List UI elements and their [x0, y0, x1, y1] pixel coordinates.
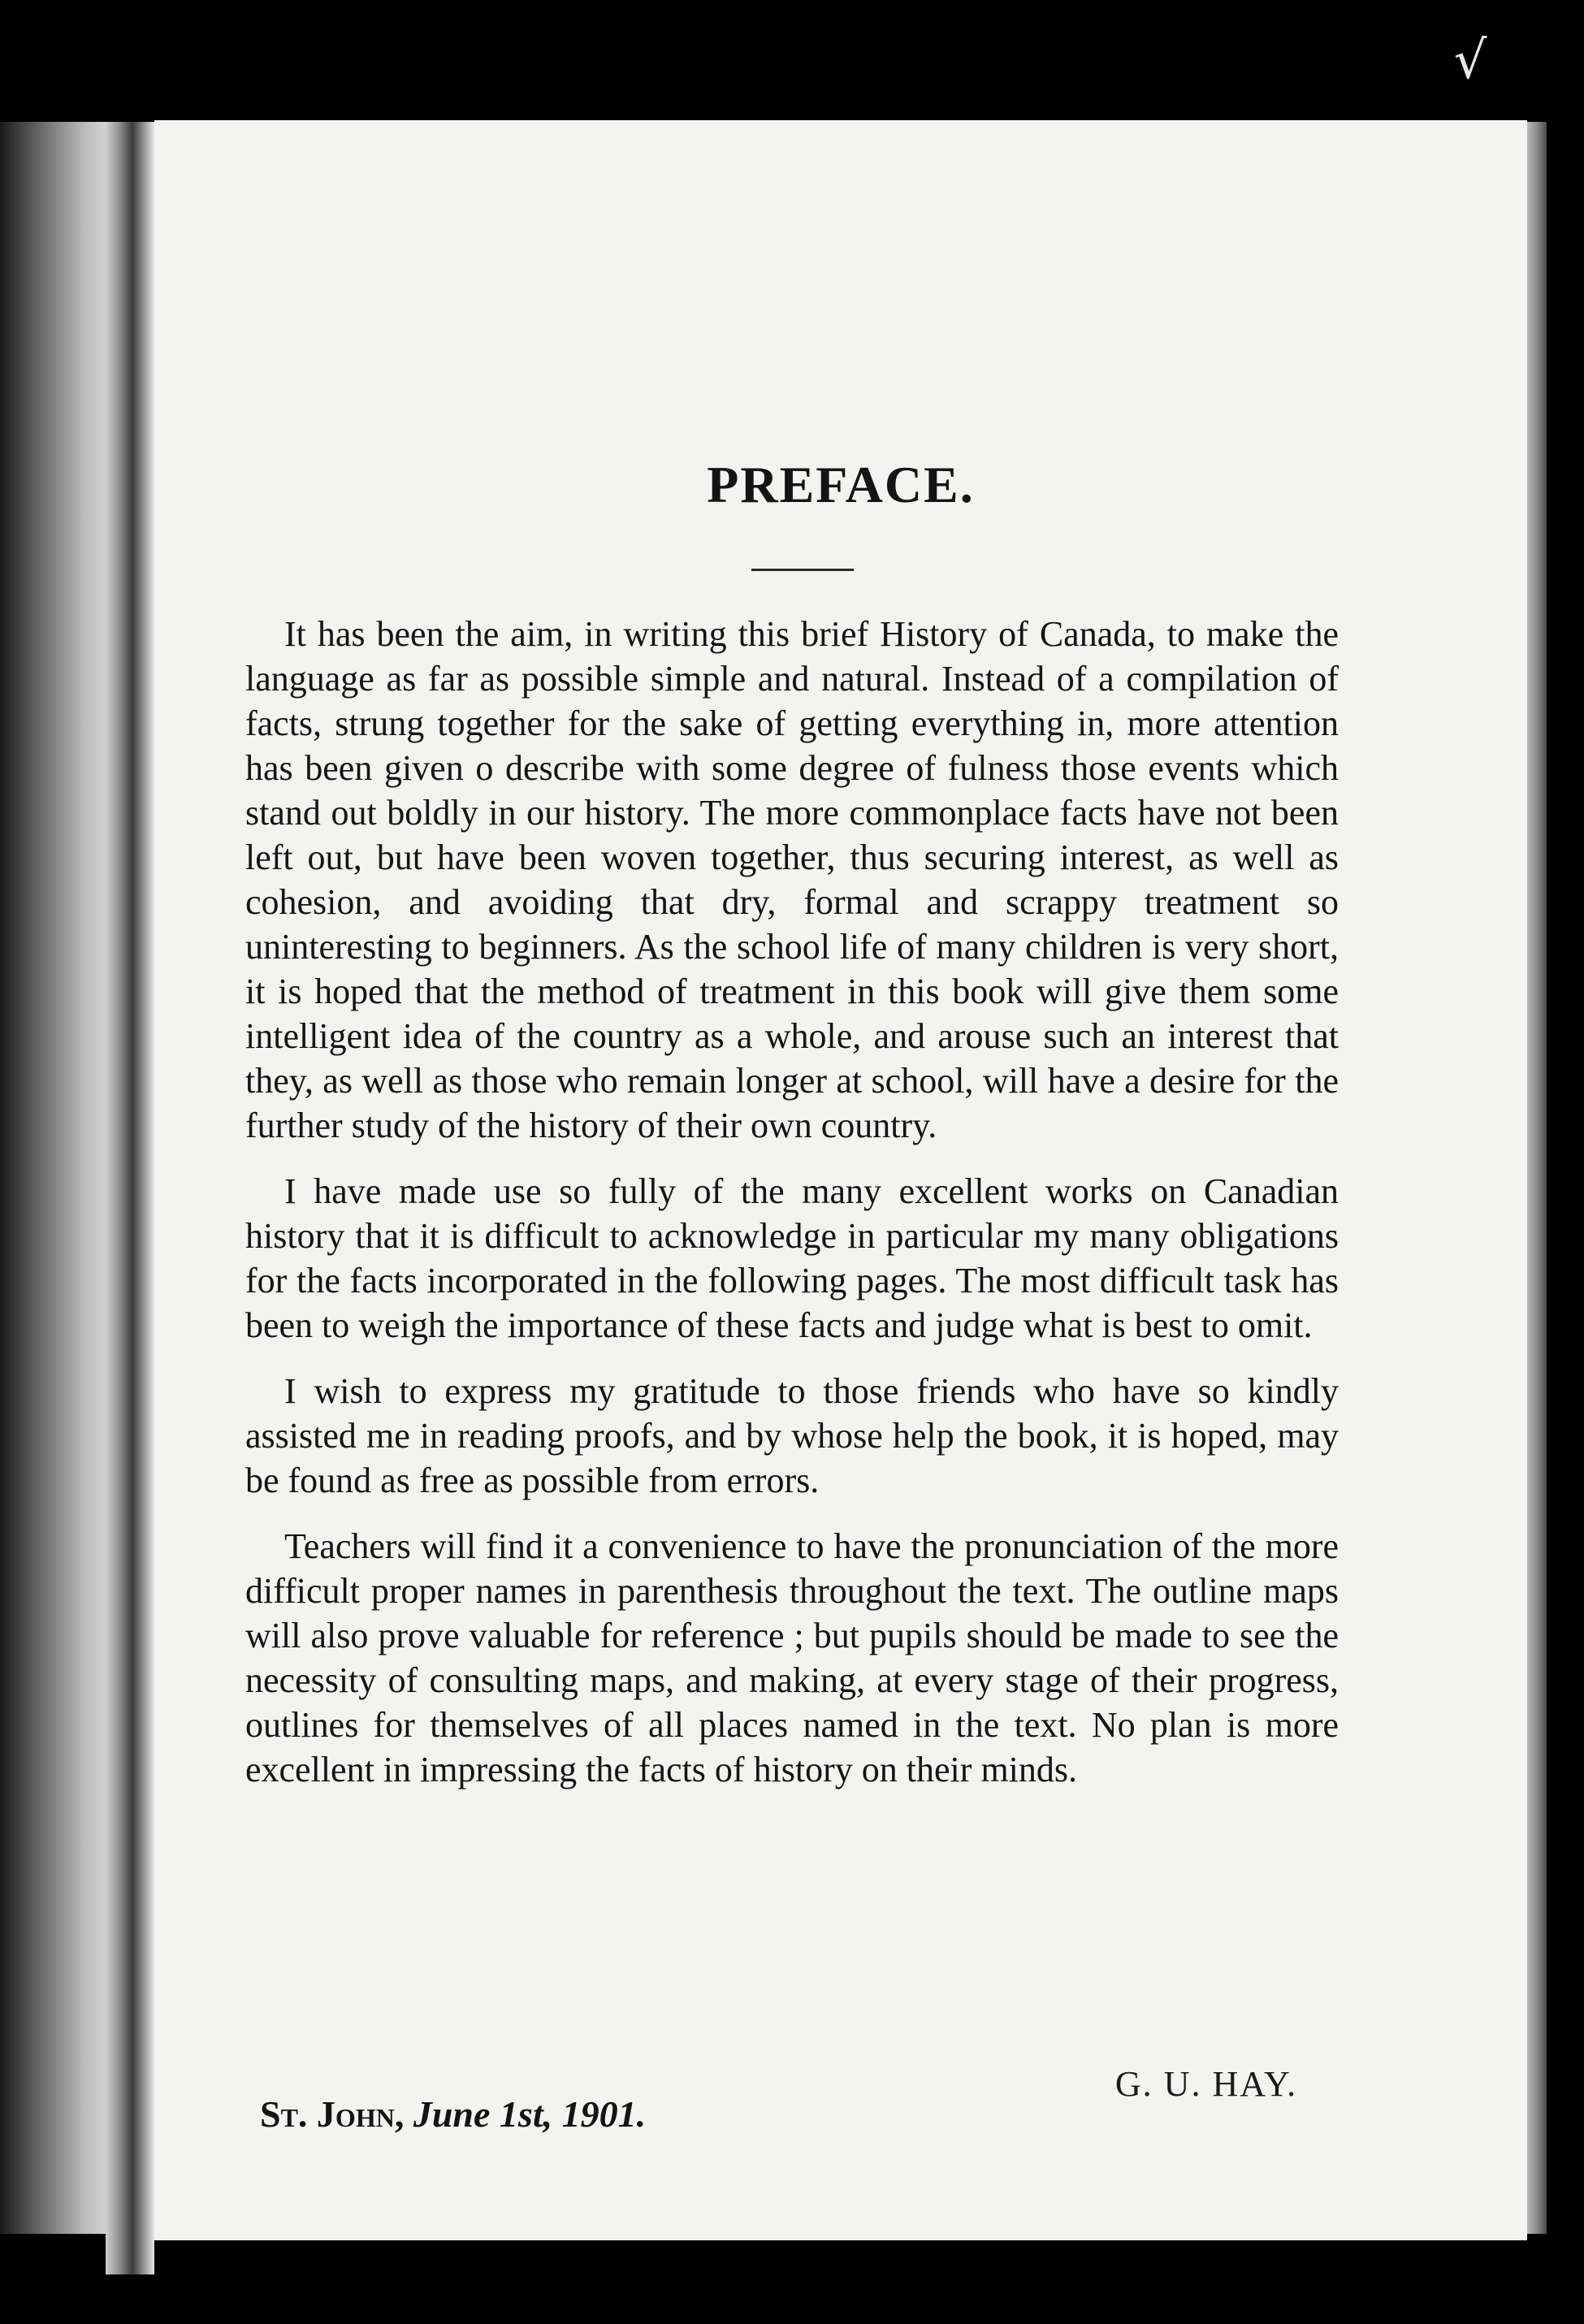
paragraph-sources: I have made use so fully of the many excellent works on Canadian history that it is difficult to acknowledge in particular my many obligations for the facts incorporated in the following pages. The most difficult task has been to weigh the importance of these facts and judge what is best to omit. — [245, 1171, 1339, 1345]
preface-page — [154, 120, 1527, 2240]
paragraph-teachers: Teachers will find it a convenience to have the pronunciation of the more difficult proper names in parenthesis throughout the text. The outline maps will also prove valuable for reference ; but pupils should be made to see the necessity of consulting maps, and making, at every stage of their progress, outlines for themselves of all places named in the text. No plan is more excellent in impressing the facts of history on their minds. — [245, 1526, 1339, 1790]
page-title: PREFACE. — [707, 456, 975, 513]
left-page-edge — [0, 122, 122, 2234]
book-gutter — [106, 122, 154, 2274]
preface-body — [245, 612, 1339, 1813]
dateline-date: June 1st, 1901. — [413, 2093, 647, 2135]
checkmark-icon: √ — [1453, 31, 1487, 91]
author-signature: G. U. HAY. — [1114, 2064, 1298, 2104]
dateline-place: St. John, — [260, 2093, 405, 2135]
dateline — [260, 2092, 646, 2136]
paragraph-aim: It has been the aim, in writing this brief History of Canada, to make the language as far as possible simple and natural. Instead of a compilation of facts, strung together for the sake of getting everything in, more attention has been given o describe with some degree of fulness those events which stand out boldly in our history. The more commonplace facts have not been left out, but have been woven together, thus securing interest, as well as cohesion, and avoiding that dry, formal and scrappy treatment so uninteresting to beginners. As the school life of many children is very short, it is hoped that the method of treatment in this book will give them some intelligent idea of the country as a whole, and arouse such an interest that they, as well as those who remain longer at school, will have a desire for the further study of the history of their own country. — [245, 614, 1339, 1145]
right-page-edge — [1527, 122, 1547, 2234]
paragraph-gratitude: I wish to express my gratitude to those friends who have so kindly assisted me in reading proofs, and by whose help the book, it is hoped, may be found as free as possible from errors. — [245, 1371, 1339, 1500]
title-divider — [751, 569, 854, 571]
